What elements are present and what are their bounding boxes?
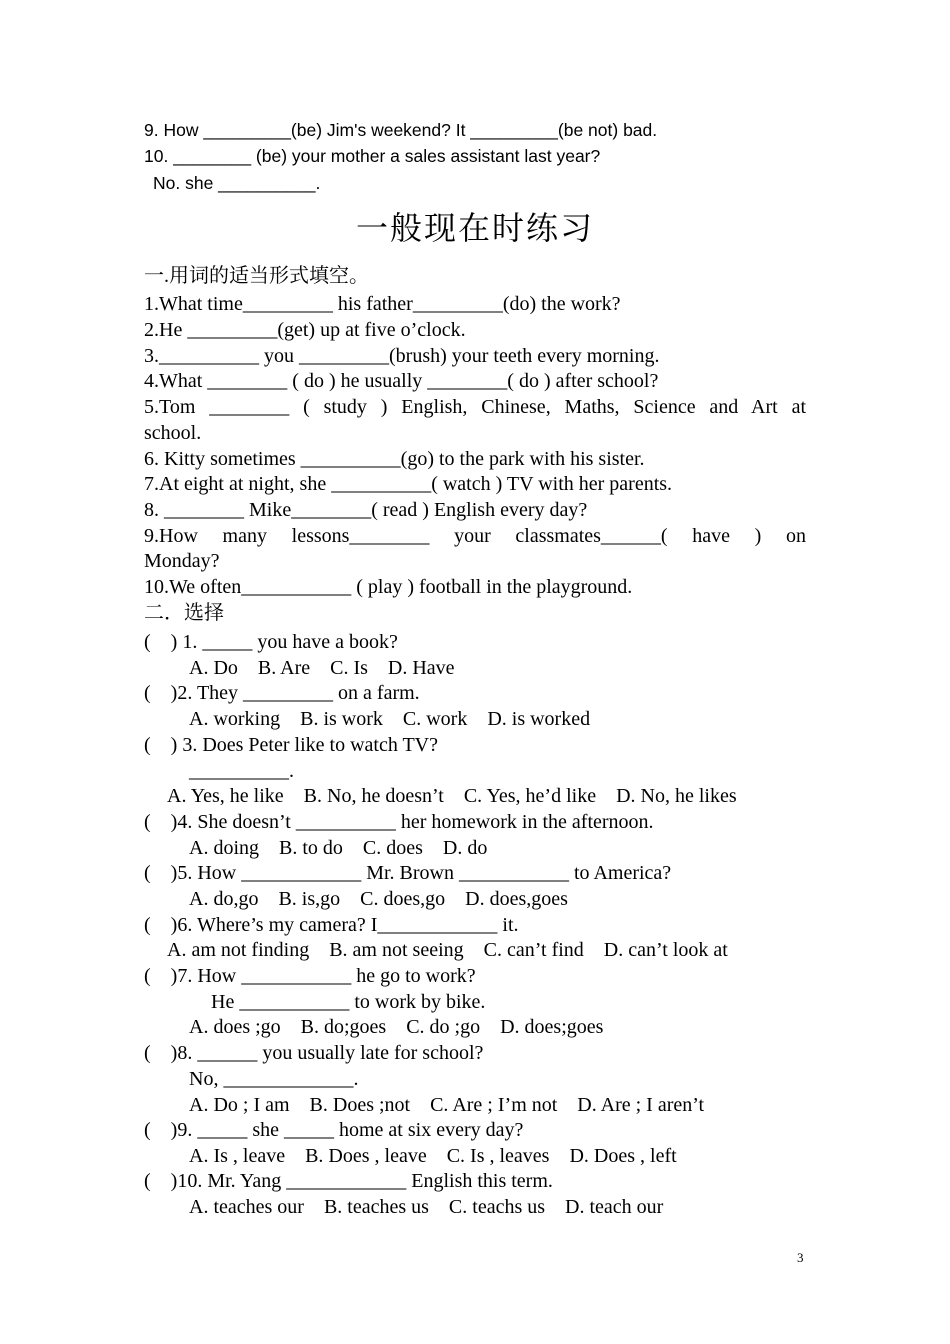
prev-question-10-answer: No. she __________. [153, 173, 321, 193]
choice-question-2-options: A. working B. is work C. work D. is worked [189, 708, 591, 730]
choice-question-6: ( )6. Where’s my camera? I____________ it. [144, 914, 519, 936]
choice-question-2: ( )2. They _________ on a farm. [144, 682, 420, 704]
choice-question-4-options: A. doing B. to do C. does D. do [189, 837, 488, 859]
fill-question-1: 1.What time_________ his father_________(do) the work? [144, 293, 621, 315]
choice-question-1-options: A. Do B. Are C. Is D. Have [189, 657, 455, 679]
fill-question-9-line-1: 9.How many lessons________ your classmates______( have ) on [144, 525, 806, 547]
fill-question-3: 3.__________ you _________(brush) your teeth every morning. [144, 345, 660, 367]
choice-question-7: ( )7. How ___________ he go to work? [144, 965, 476, 987]
choice-question-8-line-2: No, _____________. [189, 1068, 359, 1090]
page-number: 3 [797, 1250, 804, 1265]
prev-question-10: 10. ________ (be) your mother a sales assistant last year? [144, 146, 601, 166]
choice-question-5: ( )5. How ____________ Mr. Brown ___________ to America? [144, 862, 672, 884]
section-1-heading: 一.用词的适当形式填空。 [144, 265, 369, 287]
choice-question-3-options: A. Yes, he like B. No, he doesn’t C. Yes, he’d like D. No, he likes [167, 785, 737, 807]
fill-question-9-line-2: Monday? [144, 550, 220, 572]
page-title: 一般现在时练习 [355, 209, 594, 247]
choice-question-9: ( )9. _____ she _____ home at six every day? [144, 1119, 524, 1141]
choice-question-6-options: A. am not finding B. am not seeing C. can’t find D. can’t look at [167, 939, 728, 961]
choice-question-4: ( )4. She doesn’t __________ her homework in the afternoon. [144, 811, 654, 833]
fill-question-5-line-1: 5.Tom ________ ( study ) English, Chinese, Maths, Science and Art at [144, 396, 806, 418]
fill-question-10: 10.We often___________ ( play ) football in the playground. [144, 576, 633, 598]
choice-question-10-options: A. teaches our B. teaches us C. teachs us D. teach our [189, 1196, 664, 1218]
fill-question-6: 6. Kitty sometimes __________(go) to the park with his sister. [144, 448, 645, 470]
prev-question-9: 9. How _________(be) Jim's weekend? It _________(be not) bad. [144, 120, 658, 140]
choice-question-1: ( ) 1. _____ you have a book? [144, 631, 398, 653]
choice-question-7-line-2: He ___________ to work by bike. [211, 991, 486, 1013]
choice-question-10: ( )10. Mr. Yang ____________ English this term. [144, 1170, 553, 1192]
choice-question-8: ( )8. ______ you usually late for school? [144, 1042, 484, 1064]
choice-question-3-blank: __________. [189, 760, 294, 782]
choice-question-5-options: A. do,go B. is,go C. does,go D. does,goes [189, 888, 568, 910]
choice-question-7-options: A. does ;go B. do;goes C. do ;go D. does;goes [189, 1016, 604, 1038]
fill-question-5-line-2: school. [144, 422, 202, 444]
choice-question-8-options: A. Do ; I am B. Does ;not C. Are ; I’m not D. Are ; I aren’t [189, 1094, 705, 1116]
fill-question-4: 4.What ________ ( do ) he usually ________( do ) after school? [144, 370, 659, 392]
choice-question-3: ( ) 3. Does Peter like to watch TV? [144, 734, 438, 756]
fill-question-2: 2.He _________(get) up at five o’clock. [144, 319, 466, 341]
choice-question-9-options: A. Is , leave B. Does , leave C. Is , leaves D. Does , left [189, 1145, 677, 1167]
fill-question-8: 8. ________ Mike________( read ) English every day? [144, 499, 588, 521]
fill-question-7: 7.At eight at night, she __________( watch ) TV with her parents. [144, 473, 673, 495]
section-2-heading: 二．选择 [144, 602, 224, 624]
